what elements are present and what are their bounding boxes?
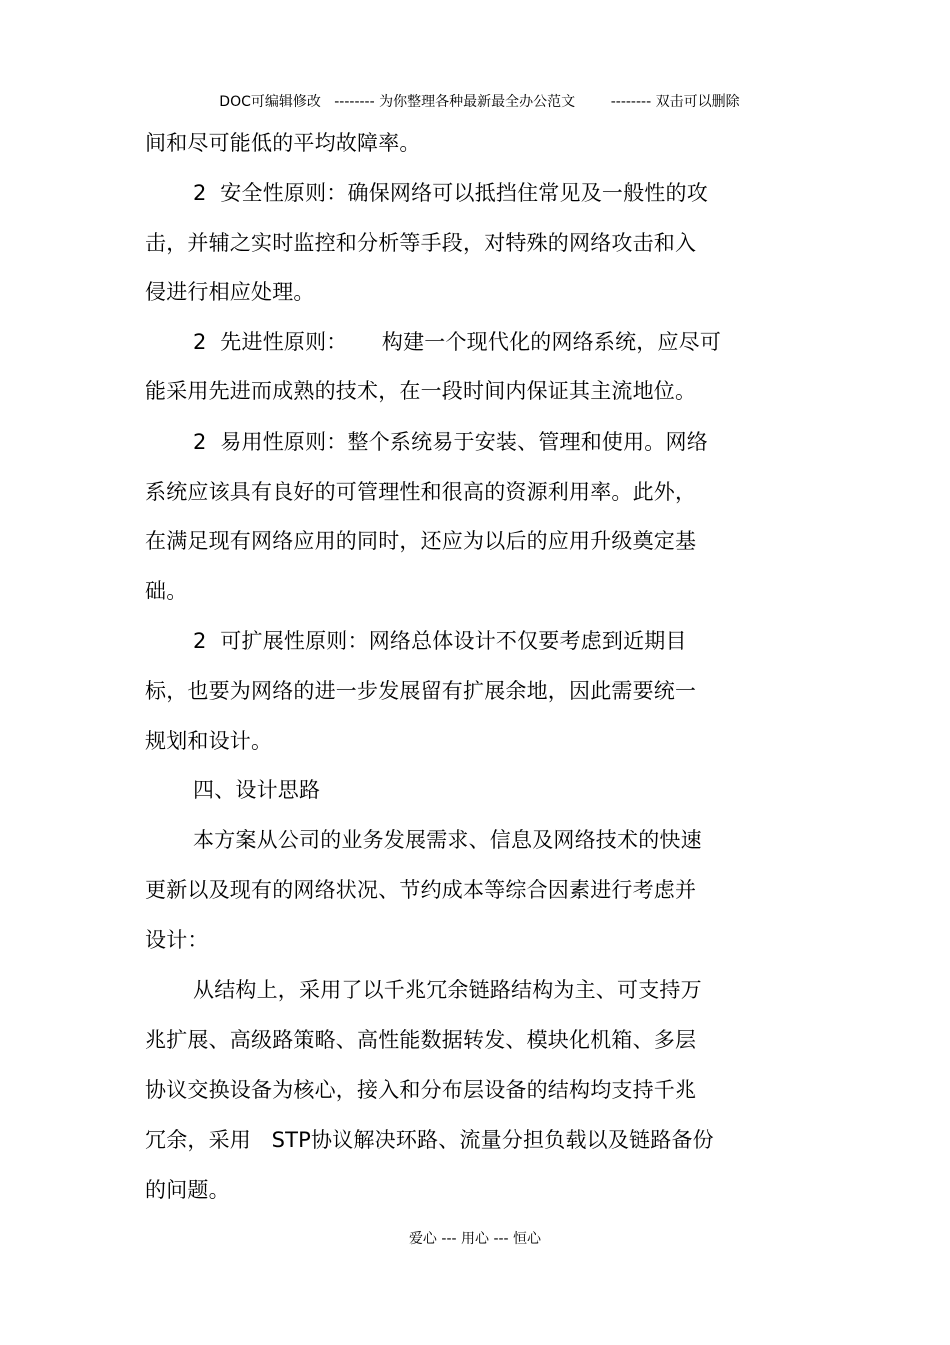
header-collection-label: -------- 为你整理各种最新最全办公范文 — [334, 94, 576, 110]
header-delete-hint: -------- 双击可以删除 — [610, 94, 740, 110]
body-line-11: 2 可扩展性原则：网络总体设计不仅要考虑到近期目 — [193, 629, 687, 653]
body-line-16: 更新以及现有的网络状况、节约成本等综合因素进行考虑并 — [145, 878, 697, 902]
body-line-5: 2 先进性原则： 构建一个现代化的网络系统，应尽可 — [193, 330, 722, 354]
body-line-15: 本方案从公司的业务发展需求、信息及网络技术的快速 — [193, 828, 702, 852]
body-line-10: 础。 — [145, 579, 188, 603]
page-footer: 爱心 --- 用心 --- 恒心 — [408, 1231, 542, 1247]
body-line-9: 在满足现有网络应用的同时，还应为以后的应用升级奠定基 — [145, 529, 697, 553]
body-line-20: 协议交换设备为核心，接入和分布层设备的结构均支持千兆 — [145, 1078, 697, 1102]
body-line-4: 侵进行相应处理。 — [145, 280, 315, 304]
body-line-2: 2 安全性原则：确保网络可以抵挡住常见及一般性的攻 — [193, 181, 708, 205]
body-line-18: 从结构上，采用了以千兆冗余链路结构为主、可支持万 — [193, 978, 702, 1002]
body-line-17: 设计： — [145, 928, 209, 952]
header-doc-label: DOC可编辑修改 — [219, 94, 321, 110]
body-line-13: 规划和设计。 — [145, 729, 273, 753]
body-line-3: 击，并辅之实时监控和分析等手段，对特殊的网络攻击和入 — [145, 231, 697, 255]
body-line-7: 2 易用性原则：整个系统易于安装、管理和使用。网络 — [193, 430, 708, 454]
body-line-12: 标，也要为网络的进一步发展留有扩展余地，因此需要统一 — [145, 679, 697, 703]
body-line-1: 间和尽可能低的平均故障率。 — [145, 131, 421, 155]
body-line-22: 的问题。 — [145, 1178, 230, 1202]
body-line-6: 能采用先进而成熟的技术，在一段时间内保证其主流地位。 — [145, 379, 697, 403]
body-line-19: 兆扩展、高级路策略、高性能数据转发、模块化机箱、多层 — [145, 1028, 697, 1052]
page-header — [0, 72, 950, 112]
body-line-21: 冗余，采用 STP协议解决环路、流量分担负载以及链路备份 — [145, 1128, 714, 1152]
section-heading: 四、设计思路 — [193, 778, 321, 802]
body-line-8: 系统应该具有良好的可管理性和很高的资源利用率。此外， — [145, 480, 697, 504]
